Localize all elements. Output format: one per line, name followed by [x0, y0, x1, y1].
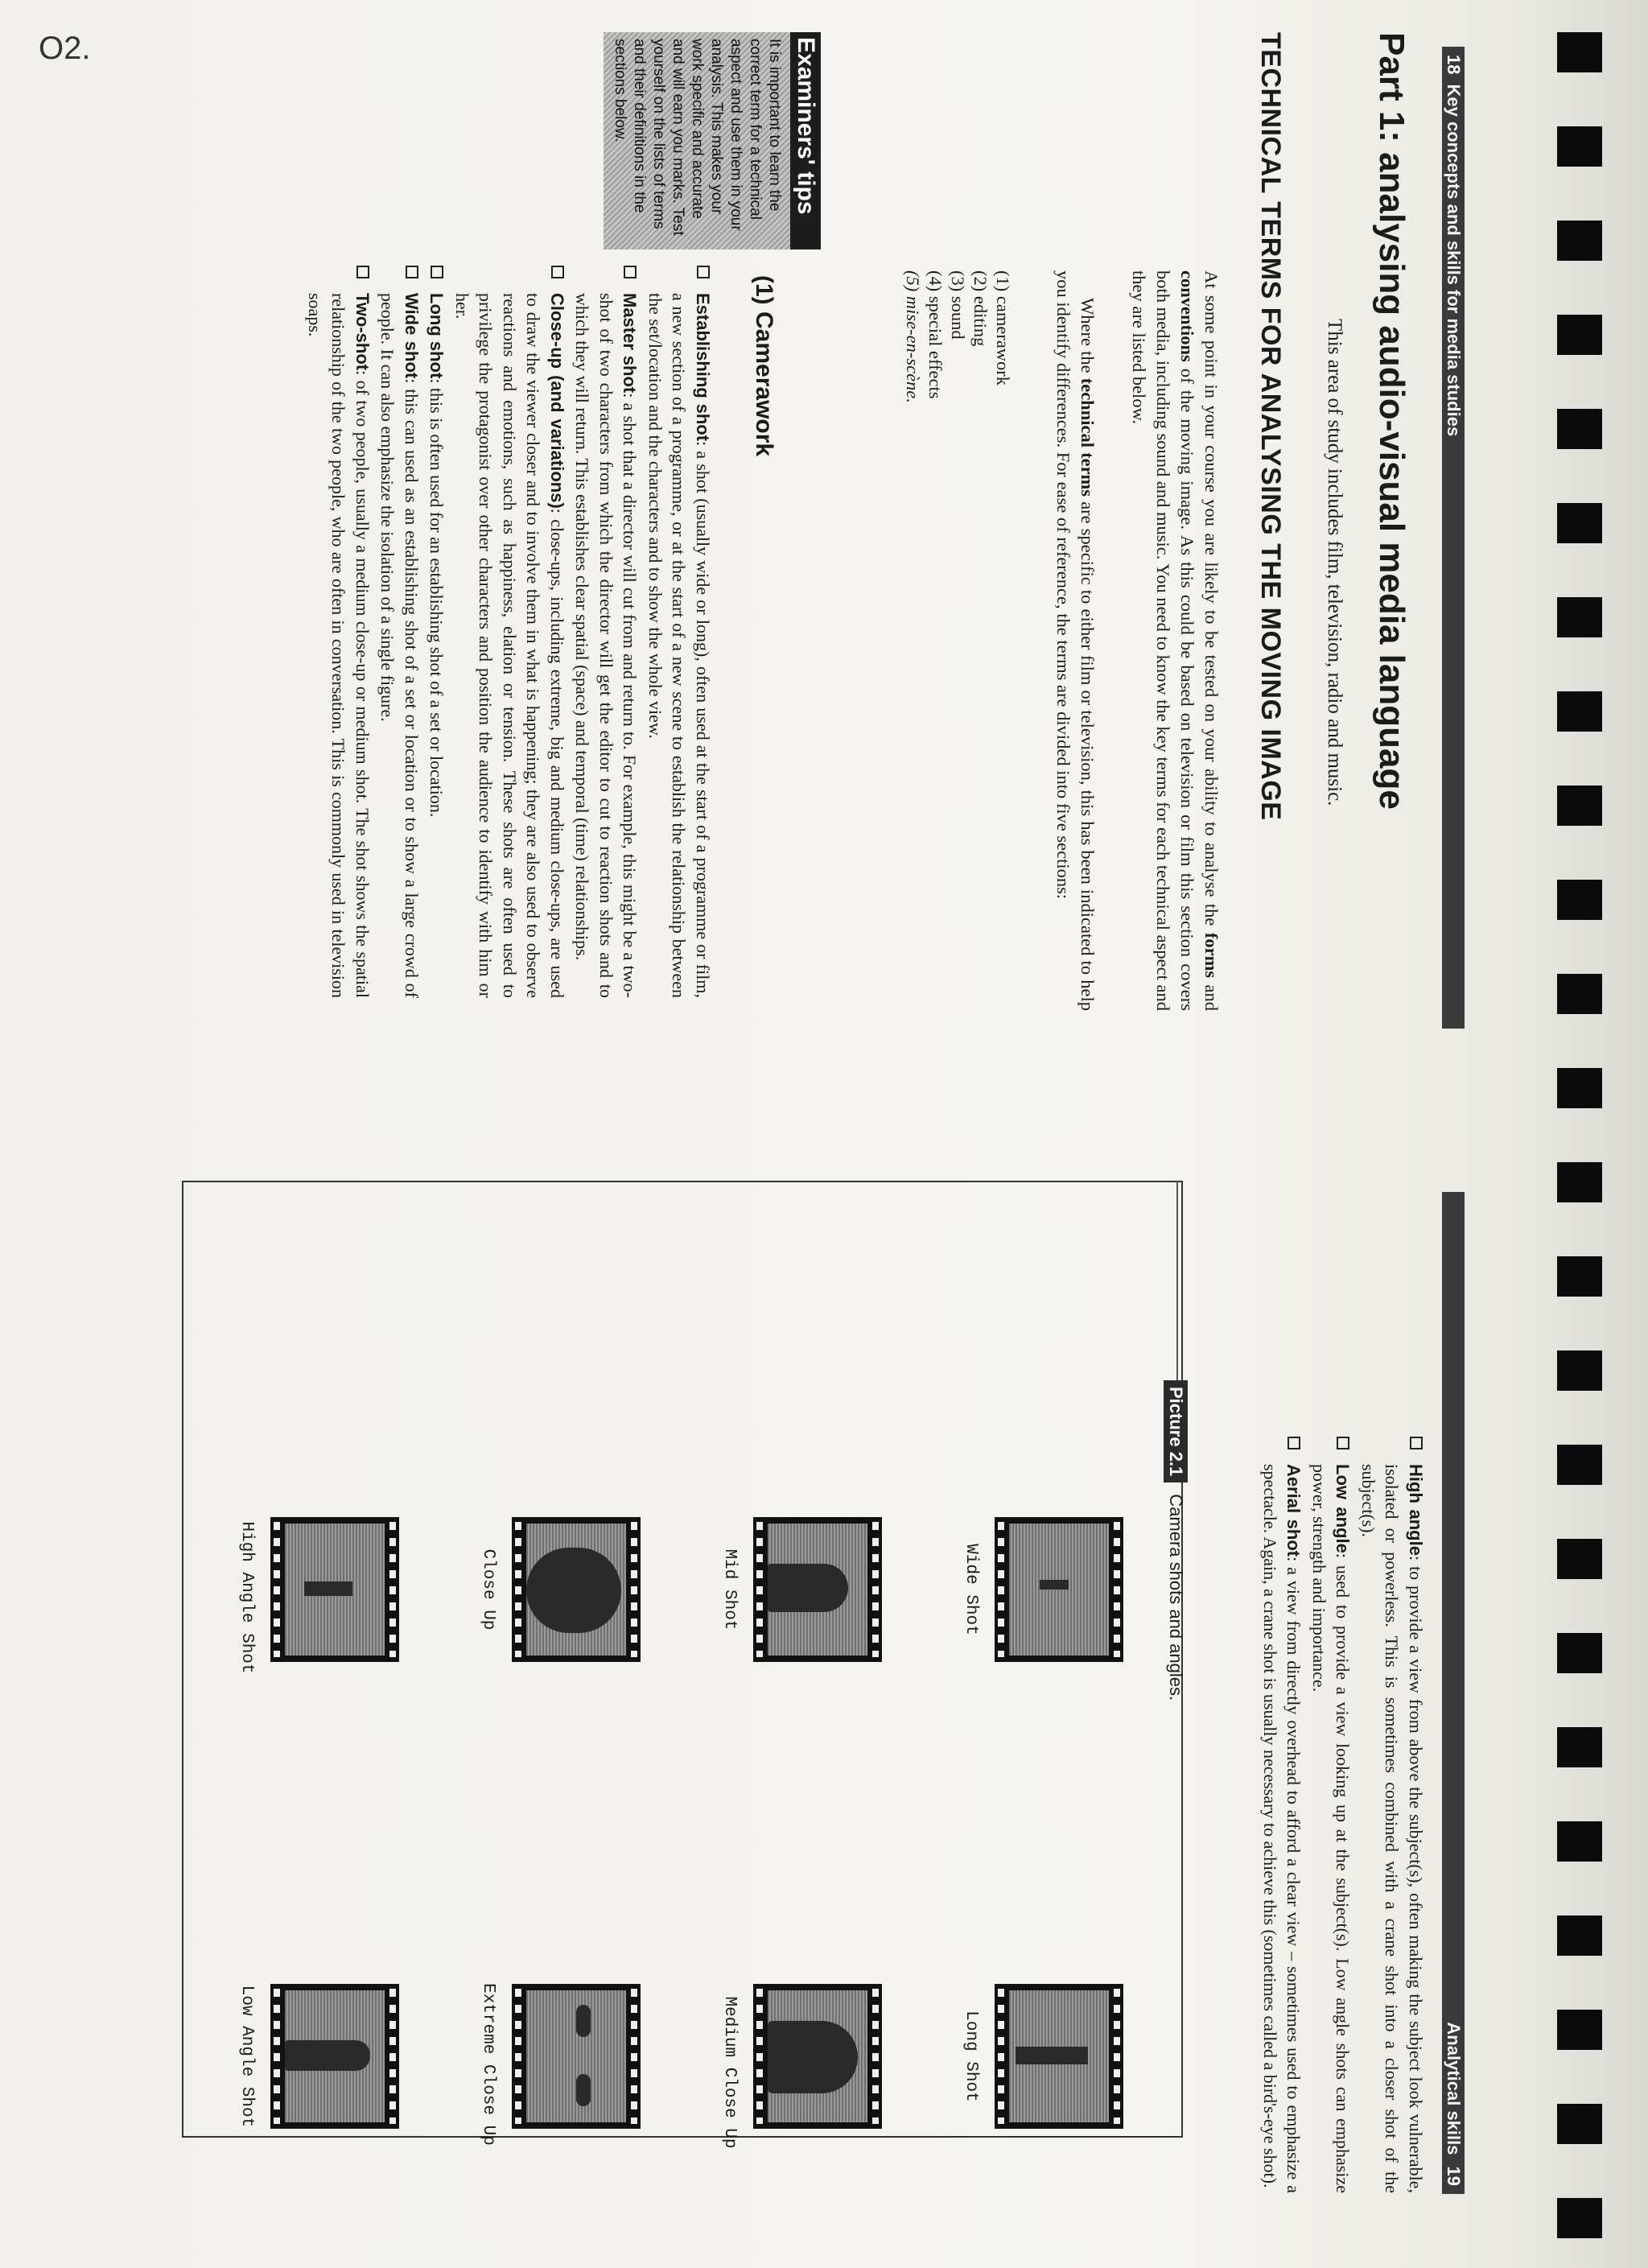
list-item: (1) camerawork [993, 270, 1013, 386]
running-head [1442, 1192, 1465, 2194]
binding-hole [1557, 2198, 1602, 2238]
list-item: (5) mise-en-scène. [903, 270, 923, 403]
checkbox-icon [406, 266, 418, 278]
binding-hole [1557, 32, 1602, 72]
binding-hole [1557, 1162, 1602, 1202]
camerawork-definitions [302, 266, 715, 998]
binding-hole [1557, 221, 1602, 261]
binding-hole [1557, 1539, 1602, 1579]
shot-caption: Medium Close Up [720, 1996, 739, 2149]
shot-caption: Extreme Close Up [479, 1983, 497, 2146]
sections-list [901, 270, 1014, 403]
page-number: 18 [1444, 55, 1464, 75]
film-frame-high-angle-shot [270, 1517, 399, 1662]
binding-hole [1557, 786, 1602, 826]
checkbox-icon [551, 266, 564, 278]
shot-caption: Long Shot [962, 2010, 980, 2102]
film-frame-low-angle-shot [270, 1984, 399, 2129]
binding-hole [1557, 1445, 1602, 1485]
intro-paragraph: At some point in your course you are likely to be tested on your ability to analyse the forms and conventions of the moving image. As this could be based on television or film this section covers both media, including sound and music. You need to know the key terms for each technical aspect and they are listed below. [1129, 270, 1222, 1011]
left-book-page [0, 0, 1477, 1082]
figure-caption: Camera shots and angles. [1166, 1494, 1186, 1701]
binding-hole [1557, 503, 1602, 543]
subsection-title: (1) Camerawork [751, 275, 777, 457]
binding-hole [1557, 1350, 1602, 1391]
handwritten-mark: O2. [39, 31, 91, 66]
checkbox-icon [1410, 1437, 1423, 1449]
checkbox-icon [697, 266, 710, 278]
binding-hole [1557, 409, 1602, 449]
tips-title: Examiners' tips [790, 32, 821, 249]
figure-label [1164, 1380, 1188, 1701]
binding-hole [1557, 1727, 1602, 1767]
checkbox-icon [431, 266, 444, 278]
definition-item: Close-up (and variations): close-ups, including extreme, big and medium close-ups, are used to draw the viewer closer and to involve them in what is happening; they are also used to observe reactions and emotions, such as happiness, elation or tension. These shots are often used to privilege the protagonist over other characters and position the audience to identify with him or her. [451, 266, 570, 998]
page-number: 19 [1444, 2166, 1464, 2186]
definition-item: Aerial shot: a view from directly overhead to afford a clear view – sometimes used to emphasize a spectacle. Again, a crane shot is usually necessary to achieve this (sometimes called a bird's-eye shot). [1259, 1437, 1306, 2193]
binding-hole [1557, 1821, 1602, 1862]
binding-hole [1557, 880, 1602, 920]
section-heading: TECHNICAL TERMS FOR ANALYSING THE MOVING IMAGE [1255, 32, 1286, 821]
shot-caption: Mid Shot [720, 1548, 739, 1631]
intro-paragraph-2: Where the technical terms are specific to either film or television, this has been indicated to help you identify differences. For ease of reference, the terms are divided into five sections: [1053, 270, 1098, 1011]
tips-text: It is important to learn the correct term for a technical aspect and use them in your analysis. This makes your work specific and accurate and will earn you marks. Test yourself on the lists of terms and their definitions in the sections below. [604, 32, 790, 249]
figure-tag: Picture 2.1 [1164, 1380, 1188, 1482]
binding-hole [1557, 1068, 1602, 1108]
binding-hole [1557, 597, 1602, 637]
binding-hole [1557, 2010, 1602, 2050]
binding-hole [1557, 691, 1602, 732]
binding-hole [1557, 1633, 1602, 1673]
film-frame-long-shot [995, 1984, 1123, 2129]
shot-caption: Close Up [479, 1548, 497, 1631]
binding-hole [1557, 1256, 1602, 1297]
film-frame-medium-close-up [753, 1984, 882, 2129]
list-item: (3) sound [948, 270, 968, 340]
checkbox-icon [1337, 1437, 1350, 1449]
definition-item: High angle: to provide a view from above the subject(s), often making the subject look vulnerable, isolated or powerless. This is sometimes combined with a crane shot into a closer shot of the subject(s). [1357, 1437, 1428, 2193]
binding-hole [1557, 974, 1602, 1014]
definition-item: Establishing shot: a shot (usually wide or long), often used at the start of a programme or film, a new section of a programme, or at the start of a new scene to establish the relationship between the set/location and the characters and to show the whole view. [644, 266, 715, 998]
angle-definitions [1257, 1437, 1428, 2193]
shot-caption: Low Angle Shot [237, 1985, 256, 2128]
definition-item: Two-shot: of two people, usually a medium close-up or medium shot. The shot shows the spatial relationship of the two people, who are often in conversation. This is commonly used in television soaps. [303, 266, 375, 998]
part-subtitle: This area of study includes film, television, radio and music. [1324, 319, 1345, 806]
film-frame-mid-shot [753, 1517, 882, 1662]
examiners-tips-box [604, 32, 821, 249]
part-title: Part 1: analysing audio-visual media language [1372, 32, 1411, 810]
shot-caption: Wide Shot [962, 1544, 980, 1635]
list-item: (4) special effects [925, 270, 946, 399]
list-item: (2) editing [970, 270, 991, 347]
binding-hole [1557, 315, 1602, 355]
checkbox-icon [624, 266, 637, 278]
film-frame-wide-shot [995, 1517, 1123, 1662]
binding-hole [1557, 126, 1602, 167]
running-head-text: Analytical skills [1444, 2022, 1464, 2155]
film-frame-close-up [512, 1517, 641, 1662]
binding-hole [1557, 2104, 1602, 2144]
running-head [1442, 47, 1465, 1029]
checkbox-icon [1288, 1437, 1301, 1449]
checkbox-icon [356, 266, 369, 278]
definition-item: Long shot: this is often used for an establishing shot of a set or location. [425, 266, 449, 998]
running-head-text: Key concepts and skills for media studies [1444, 84, 1464, 437]
definition-item: Master shot: a shot that a director will cut from and return to. For example, this might be a two-shot of two characters from which the director will get the editor to cut to reaction shots and to which they will return. This establishes clear spatial (space) and temporal (time) relationships. [571, 266, 642, 998]
definition-item: Low angle: used to provide a view looking up at the subject(s). Low angle shots can emphasize power, strength and importance. [1308, 1437, 1355, 2193]
definition-item: Wide shot: this can used as an establishing shot of a set or location or to show a large crowd of people. It can also emphasize the isolation of a single figure. [376, 266, 423, 998]
binding-hole [1557, 1915, 1602, 1956]
right-book-page [0, 1131, 1477, 2266]
film-frame-extreme-close-up [512, 1984, 641, 2129]
shot-caption: High Angle Shot [237, 1521, 256, 1674]
